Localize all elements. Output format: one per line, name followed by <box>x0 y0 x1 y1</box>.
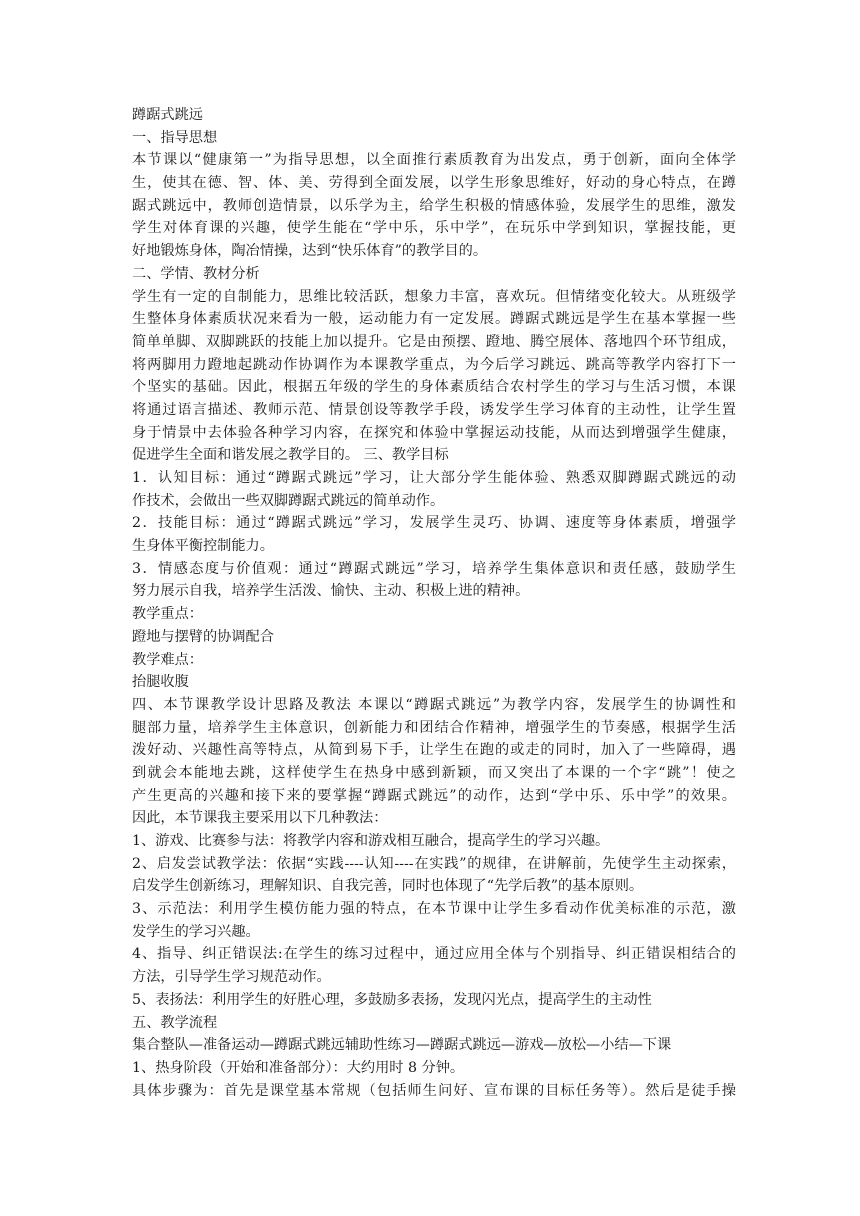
text-line: 将通过语言描述、教师示范、情景创设等教学手段，诱发学生学习体育的主动性，让学生置 <box>132 401 736 418</box>
text-line: 个坚实的基础。因此，根据五年级的学生的身体素质结合农村学生的学习与生活习惯，本课 <box>132 379 736 396</box>
text-line: 3．情感态度与价值观：通过“蹲踞式跳远”学习，培养学生集体意识和责任感，鼓励学生 <box>132 560 736 577</box>
text-line: 身于情景中去体验各种学习内容，在探究和体验中掌握运动技能，从而达到增强学生健康， <box>132 424 736 441</box>
text-line: 教学难点： <box>132 651 203 668</box>
text-line: 学生有一定的自制能力，思维比较活跃，想象力丰富，喜欢玩。但情绪变化较大。从班级学 <box>132 288 736 305</box>
text-line: 二、学情、教材分析 <box>132 265 260 282</box>
text-line: 发学生的学习兴趣。 <box>132 923 260 940</box>
text-line: 2、启发尝试教学法：依据“实践----认知----在实践”的规律，在讲解前，先使学生主动探索， <box>132 855 736 872</box>
text-line: 启发学生创新练习，理解知识、自我完善，同时也体现了“先学后教”的基本原则。 <box>132 878 644 895</box>
text-line: 学生对体育课的兴趣，使学生能在“学中乐，乐中学”，在玩乐中学到知识，掌握技能，更 <box>132 220 736 237</box>
text-line: 3、示范法：利用学生模仿能力强的特点，在本节课中让学生多看动作优美标准的示范，激 <box>132 901 736 918</box>
text-line: 具体步骤为：首先是课堂基本常规（包括师生问好、宣布课的目标任务等）。然后是徒手操 <box>132 1082 736 1099</box>
text-line: 产生更高的兴趣和接下来的要掌握“蹲踞式跳远”的动作，达到“学中乐、乐中学”的效果。 <box>132 787 736 804</box>
text-line: 1．认知目标：通过“蹲踞式跳远”学习，让大部分学生能体验、熟悉双脚蹲踞式跳远的动 <box>132 470 736 486</box>
text-line: 蹲踞式跳远 <box>132 107 203 123</box>
text-line: 集合整队—准备运动—蹲踞式跳远辅助性练习—蹲踞式跳远—游戏—放松—小结—下课 <box>132 1037 672 1054</box>
text-line: 腿部力量，培养学生主体意识，创新能力和团结合作精神，增强学生的节奏感，根据学生活 <box>132 719 736 736</box>
text-line: 蹬地与摆臂的协调配合 <box>132 628 274 645</box>
text-line: 5、表扬法：利用学生的好胜心理，多鼓励多表扬，发现闪光点，提高学生的主动性 <box>132 991 652 1008</box>
text-line: 教学重点： <box>132 606 203 623</box>
text-line: 五、教学流程 <box>132 1014 218 1031</box>
text-line: 将两脚用力蹬地起跳动作协调作为本课教学重点，为今后学习跳远、跳高等教学内容打下一 <box>132 356 736 373</box>
text-line: 努力展示自我，培养学生活泼、愉快、主动、积极上进的精神。 <box>132 583 530 600</box>
text-line: 作技术，会做出一些双脚蹲踞式跳远的简单动作。 <box>132 492 445 509</box>
document-page <box>132 104 736 1102</box>
text-line: 生整体身体素质状况来看为一般，运动能力有一定发展。蹲踞式跳远是学生在基本掌握一些 <box>132 311 736 328</box>
text-line: 简单单脚、双脚跳跃的技能上加以提升。它是由预摆、蹬地、腾空展体、落地四个环节组成， <box>132 333 736 350</box>
text-line: 泼好动、兴趣性高等特点，从简到易下手，让学生在跑的或走的同时，加入了一些障碍，遇 <box>132 742 736 759</box>
text-line: 本节课以“健康第一”为指导思想，以全面推行素质教育为出发点，勇于创新，面向全体学 <box>132 152 736 169</box>
text-line: 好地锻炼身体，陶冶情操，达到“快乐体育”的教学目的。 <box>132 243 488 260</box>
text-line: 四、本节课教学设计思路及教法 本课以“蹲踞式跳远”为教学内容，发展学生的协调性和 <box>132 696 736 713</box>
text-line: 到就会本能地去跳，这样使学生在热身中感到新颖，而又突出了本课的一个字“跳”！使之 <box>132 764 736 781</box>
text-line: 1、游戏、比赛参与法：将教学内容和游戏相互融合，提高学生的学习兴趣。 <box>132 833 610 849</box>
text-line: 4、指导、纠正错误法:在学生的练习过程中，通过应用全体与个别指导、纠正错误相结合的 <box>132 946 736 963</box>
text-line: 方法，引导学生学习规范动作。 <box>132 969 331 986</box>
text-line: 1、热身阶段（开始和准备部分）：大约用时 8 分钟。 <box>132 1059 465 1076</box>
text-line: 2．技能目标：通过“蹲踞式跳远”学习，发展学生灵巧、协调、速度等身体素质，增强学 <box>132 515 736 532</box>
text-line: 抬腿收腹 <box>132 674 189 691</box>
text-line: 踞式跳远中，教师创造情景，以乐学为主，给学生积极的情感体验，发展学生的思维，激发 <box>132 197 736 214</box>
text-line: 因此，本节课我主要采用以下几种教法： <box>132 810 388 827</box>
text-line: 促进学生全面和谐发展之教学目的。 三、教学目标 <box>132 447 449 464</box>
text-line: 生身体平衡控制能力。 <box>132 538 274 555</box>
text-line: 生，使其在德、智、体、美、劳得到全面发展，以学生形象思维好，好动的身心特点，在蹲 <box>132 175 736 192</box>
text-line: 一、指导思想 <box>132 129 218 146</box>
